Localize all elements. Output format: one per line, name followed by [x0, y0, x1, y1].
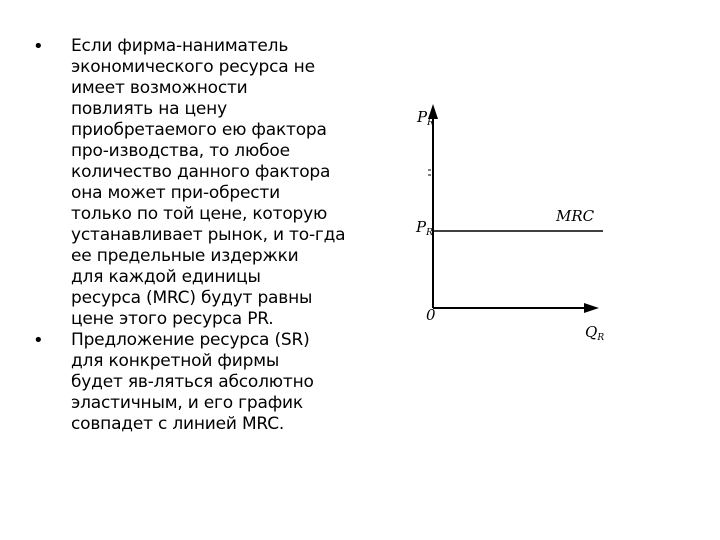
y-axis-arrow: [428, 104, 438, 119]
bullet-marker: •: [33, 330, 44, 351]
origin-label: 0: [426, 306, 436, 324]
text-line: только по той цене, которую: [71, 204, 328, 224]
text-line: повлиять на цену: [71, 99, 227, 119]
bullet-item: [30, 330, 370, 435]
x-axis-arrow: [584, 303, 599, 313]
text-line: имеет возможности: [71, 78, 248, 98]
text-line: экономического ресурса не: [71, 57, 315, 77]
text-line: ресурса (MRC) будут равны: [71, 288, 313, 308]
price-label: $P_R$: [416, 218, 433, 238]
text-line: Если фирма-наниматель: [71, 36, 289, 56]
text-line: приобретаемого ею фактора: [71, 120, 327, 140]
text-line: цене этого ресурса PR.: [71, 309, 274, 329]
text-line: Предложение ресурса (SR): [71, 330, 310, 350]
x-axis-label: $Q_R$: [585, 323, 605, 343]
text-line: устанавливает рынок, и то-гда: [71, 225, 346, 245]
text-line: для каждой единицы: [71, 267, 261, 287]
mrc-graph: [400, 95, 610, 355]
y-axis-label: $P_R$: [417, 108, 434, 128]
text-line: для конкретной фирмы: [71, 351, 280, 371]
text-line: будет яв-ляться абсолютно: [71, 372, 314, 392]
bullet-marker: •: [33, 36, 44, 57]
text-line: ее предельные издержки: [71, 246, 299, 266]
bullet-list: [30, 36, 370, 435]
text-line: она может при-обрести: [71, 183, 280, 203]
text-line: про-изводства, то любое: [71, 141, 290, 161]
mrc-label: MRC: [556, 207, 595, 225]
bullet-item: [30, 36, 370, 330]
text-line: эластичным, и его график: [71, 393, 303, 413]
text-line: количество данного фактора: [71, 162, 331, 182]
text-line: совпадет с линией MRC.: [71, 414, 285, 434]
